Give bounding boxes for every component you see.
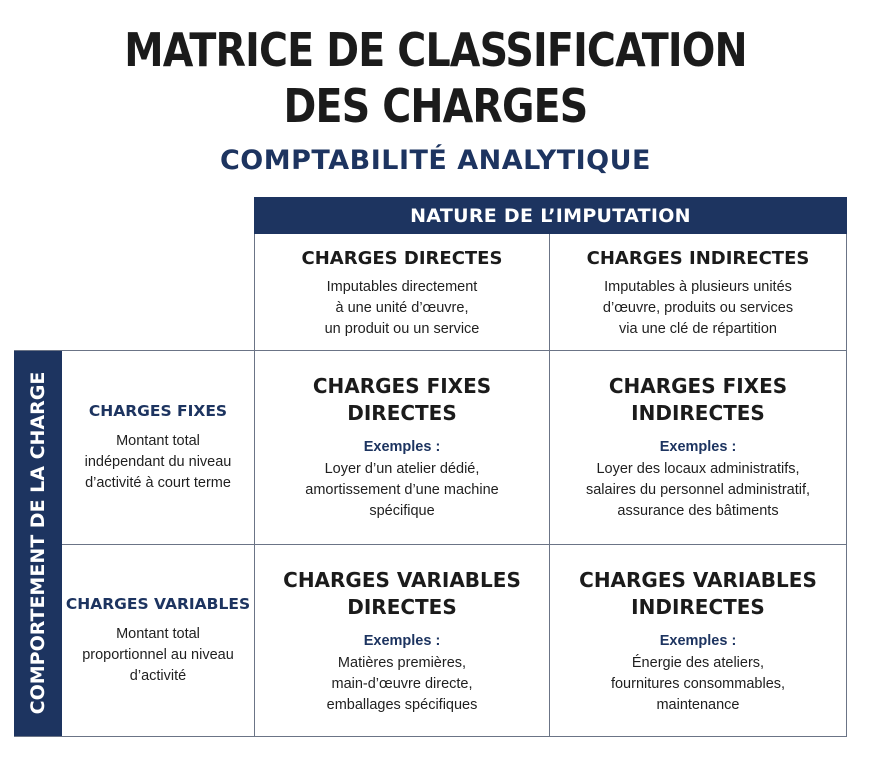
column-header-indirect — [550, 236, 846, 350]
cell-heading: CHARGES VARIABLES DIRECTES — [283, 568, 521, 619]
cell-examples: Loyer des locaux administratifs, salaires du personnel administratif, assurance des bâtiments — [585, 461, 811, 519]
cell-heading: CHARGES VARIABLES INDIRECTES — [579, 568, 817, 619]
cell-fixed-indirect — [550, 351, 846, 544]
row-header-variable — [62, 545, 254, 736]
row-description: Montant total proportionnel au niveau d’activité — [82, 625, 234, 684]
examples-label: Exemples : — [659, 439, 737, 455]
rows-axis-header — [14, 350, 62, 737]
page-title-line-2: DES CHARGES — [283, 79, 588, 133]
cell-heading: CHARGES FIXES INDIRECTES — [608, 374, 788, 425]
column-heading: CHARGES INDIRECTES — [586, 248, 810, 269]
cell-heading: CHARGES FIXES DIRECTES — [312, 374, 492, 425]
columns-axis-header — [254, 197, 847, 234]
row-heading: CHARGES FIXES — [88, 401, 228, 420]
rows-axis-label: COMPORTEMENT DE LA CHARGE — [27, 371, 49, 715]
grid-line — [14, 736, 847, 737]
grid-line — [846, 234, 847, 737]
cell-examples: Loyer d’un atelier dédié, amortissement d’une machine spécifique — [305, 461, 499, 519]
page-subtitle: COMPTABILITÉ ANALYTIQUE — [219, 145, 651, 176]
examples-label: Exemples : — [363, 633, 441, 649]
examples-label: Exemples : — [659, 633, 737, 649]
row-description: Montant total indépendant du niveau d’activité à court terme — [84, 432, 232, 491]
columns-axis-label: NATURE DE L’IMPUTATION — [410, 204, 691, 227]
row-heading: CHARGES VARIABLES — [65, 594, 251, 613]
cell-fixed-direct — [255, 351, 549, 544]
column-description: Imputables directement à une unité d’œuvre, un produit ou un service — [324, 279, 480, 337]
examples-label: Exemples : — [363, 439, 441, 455]
cell-variable-indirect — [550, 545, 846, 736]
cell-variable-direct — [255, 545, 549, 736]
column-heading: CHARGES DIRECTES — [301, 248, 503, 269]
column-header-direct — [255, 236, 549, 350]
cell-examples: Énergie des ateliers, fournitures consommables, maintenance — [610, 655, 786, 713]
cell-examples: Matières premières, main-d’œuvre directe, emballages spécifiques — [326, 655, 478, 713]
column-description: Imputables à plusieurs unités d’œuvre, produits ou services via une clé de répartition — [602, 279, 794, 337]
row-header-fixed — [62, 351, 254, 544]
page-title-line-1: MATRICE DE CLASSIFICATION — [124, 23, 747, 77]
